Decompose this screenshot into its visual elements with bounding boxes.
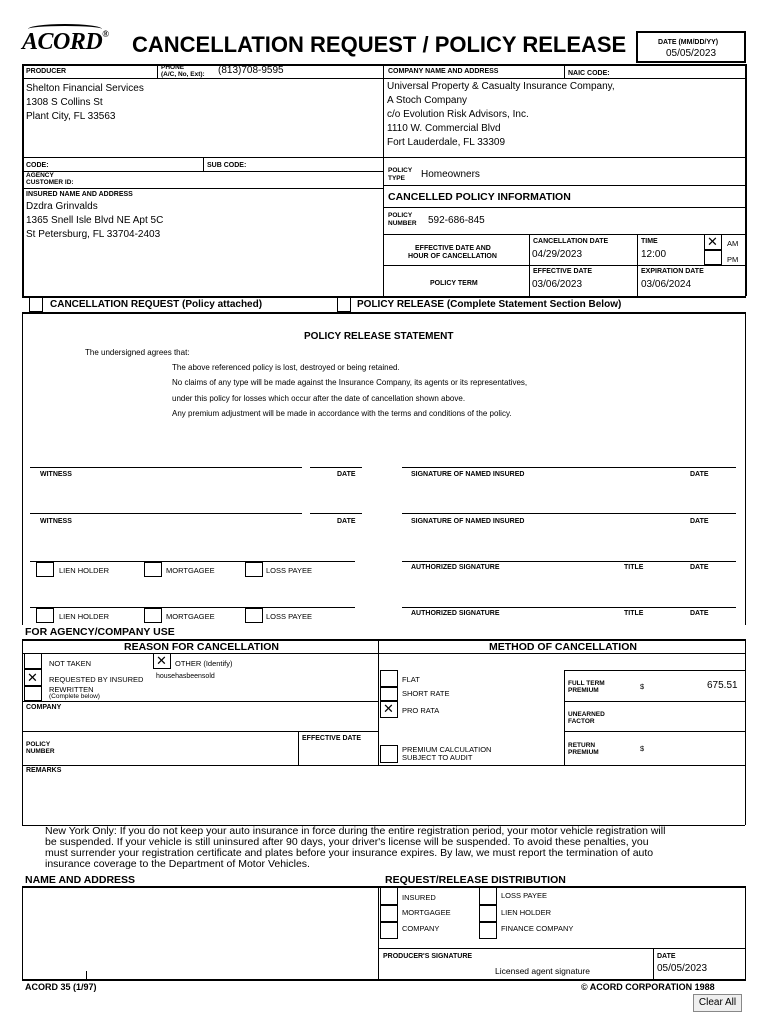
ny-notice-line-4: insurance coverage to the Department of Motor Vehicles. — [45, 858, 310, 870]
statement-right-border — [745, 312, 746, 625]
ny-notice-line-2: be suspended. If your vehicle is still uninsured after 90 days, your driver's license will be suspended. To avoid these penalties, you — [45, 836, 649, 848]
policy-term-label: POLICY TERM — [430, 280, 478, 287]
policy-number-label-1: POLICY — [388, 212, 413, 219]
full-term-label-2: PREMIUM — [568, 687, 599, 694]
flat-label: FLAT — [402, 675, 420, 684]
right-border-top — [745, 64, 747, 296]
agency-label-2: CUSTOMER ID: — [26, 179, 74, 186]
lien-2-line — [30, 607, 355, 608]
acord-logo-swoosh — [28, 24, 102, 34]
clear-all-button[interactable]: Clear All — [693, 994, 742, 1012]
witness-1-label: WITNESS — [40, 471, 72, 478]
not-taken-checkbox[interactable] — [24, 653, 42, 669]
dist-company-label: COMPANY — [402, 924, 440, 933]
producer-line-1[interactable]: Shelton Financial Services — [26, 83, 144, 94]
company-line-1[interactable]: Universal Property & Casualty Insurance Company, — [387, 81, 615, 92]
registered-mark: ® — [102, 29, 109, 39]
policy-number-bottom-line — [383, 234, 745, 235]
dist-finance-checkbox[interactable] — [479, 922, 497, 939]
producer-line-2[interactable]: 1308 S Collins St — [26, 97, 103, 108]
sig-2-label: SIGNATURE OF NAMED INSURED — [411, 518, 525, 525]
am-check-mark: ✕ — [707, 234, 718, 249]
statement-line-1: The above referenced policy is lost, destroyed or being retained. — [172, 363, 400, 372]
dist-company-checkbox[interactable] — [380, 922, 398, 939]
sub-code-divider — [203, 157, 204, 171]
short-rate-label: SHORT RATE — [402, 689, 450, 698]
short-rate-checkbox[interactable] — [380, 687, 398, 701]
auth-2-title-label: TITLE — [624, 610, 644, 617]
return-premium-label-1: RETURN — [568, 742, 596, 749]
cancelled-policy-header: CANCELLED POLICY INFORMATION — [388, 191, 571, 203]
policy-number-label-2: NUMBER — [388, 220, 417, 227]
agency-label-1: AGENCY — [26, 172, 54, 179]
full-term-label-1: FULL TERM — [568, 680, 605, 687]
name-address-field[interactable] — [23, 888, 377, 978]
mortgagee-2-checkbox[interactable] — [144, 608, 162, 623]
center-divider-top — [383, 64, 384, 296]
code-label: CODE: — [26, 162, 49, 169]
effective-date-value[interactable]: 03/06/2023 — [532, 279, 583, 290]
rewritten-checkbox[interactable] — [24, 686, 42, 701]
time-value[interactable]: 12:00 — [641, 249, 667, 260]
method-header: METHOD OF CANCELLATION — [489, 641, 637, 653]
agency-company-label: COMPANY — [26, 704, 62, 711]
term-line — [383, 265, 745, 266]
producer-phone[interactable]: (813)708-9595 — [218, 65, 284, 76]
dist-date-value[interactable]: 05/05/2023 — [657, 963, 708, 974]
producer-sig-date-divider — [653, 948, 654, 980]
naic-divider — [564, 64, 565, 78]
header-date-label: DATE (MM/DD/YY) — [658, 39, 719, 46]
policy-type-label-2: TYPE — [388, 175, 405, 182]
auth-2-label: AUTHORIZED SIGNATURE — [411, 610, 500, 617]
phone-divider — [157, 64, 158, 78]
policy-type-value[interactable]: Homeowners — [421, 169, 480, 180]
producer-label-line — [22, 78, 383, 79]
cancel-date-value[interactable]: 04/29/2023 — [532, 249, 583, 260]
form-title: CANCELLATION REQUEST / POLICY RELEASE — [132, 32, 627, 57]
premium-grid-left — [564, 670, 565, 765]
other-text[interactable]: househasbeensold — [156, 673, 215, 680]
producer-sig-value[interactable]: Licensed agent signature — [495, 966, 590, 976]
witness-1-date-line — [310, 467, 362, 468]
name-address-header: NAME AND ADDRESS — [25, 874, 136, 886]
policy-row-line — [22, 731, 378, 732]
unearned-label-1: UNEARNED — [568, 711, 605, 718]
statement-title: POLICY RELEASE STATEMENT — [304, 331, 454, 342]
full-term-bottom — [564, 701, 745, 702]
statement-intro: The undersigned agrees that: — [85, 348, 190, 357]
sig-2-line — [402, 513, 736, 514]
acord-logo-text: ACORD — [22, 29, 103, 55]
top-border — [22, 64, 746, 66]
sig-1-date-label: DATE — [690, 471, 709, 478]
auth-1-date-label: DATE — [690, 564, 709, 571]
policy-number-value[interactable]: 592-686-845 — [428, 215, 485, 226]
sig-1-label: SIGNATURE OF NAMED INSURED — [411, 471, 525, 478]
agency-line — [22, 171, 383, 172]
dist-loss-payee-checkbox[interactable] — [479, 887, 497, 905]
ny-notice-line-3: must surrender your registration certificate and plates before your insurance expires. By law, we must report the termination of auto — [45, 847, 654, 859]
auth-1-title-label: TITLE — [624, 564, 644, 571]
return-premium-dollar: $ — [640, 744, 645, 753]
agency-center-divider — [378, 639, 379, 765]
auth-2-line — [402, 607, 736, 608]
copyright: © ACORD CORPORATION 1988 — [581, 982, 715, 992]
agency-effective-date-label: EFFECTIVE DATE — [302, 735, 361, 742]
footer-tick — [86, 971, 87, 979]
requested-check-mark: ✕ — [27, 670, 38, 685]
policy-type-label-1: POLICY — [388, 167, 413, 174]
premium-grid-top — [564, 670, 745, 671]
witness-2-label: WITNESS — [40, 518, 72, 525]
lien-holder-2-checkbox[interactable] — [36, 608, 54, 623]
statement-line-4: Any premium adjustment will be made in accordance with the terms and conditions of the policy. — [172, 409, 512, 418]
reason-header-line — [22, 653, 745, 654]
time-label: TIME — [641, 238, 658, 245]
insured-label: INSURED NAME AND ADDRESS — [26, 191, 133, 198]
other-label: OTHER (Identify) — [175, 659, 233, 668]
dist-finance-label: FINANCE COMPANY — [501, 924, 574, 933]
loss-payee-2-label: LOSS PAYEE — [266, 612, 312, 621]
mortgagee-1-label: MORTGAGEE — [166, 566, 215, 575]
agency-bottom-line — [22, 188, 383, 189]
company-label: COMPANY NAME AND ADDRESS — [388, 68, 499, 75]
producer-line-3[interactable]: Plant City, FL 33563 — [26, 111, 116, 122]
unearned-label-2: FACTOR — [568, 718, 595, 725]
auth-1-line — [402, 561, 736, 562]
pro-rata-check-mark: ✕ — [383, 701, 394, 716]
option-row-top — [22, 296, 746, 298]
code-line — [22, 157, 745, 158]
header-date-value[interactable]: 05/05/2023 — [666, 48, 717, 59]
sig-1-line — [402, 467, 736, 468]
insured-line-2[interactable]: 1365 Snell Isle Blvd NE Apt 5C — [26, 215, 164, 226]
unearned-bottom — [564, 731, 745, 732]
dist-insured-label: INSURED — [402, 893, 436, 902]
full-term-dollar: $ — [640, 682, 645, 691]
left-border-top — [22, 64, 24, 296]
dist-date-label: DATE — [657, 953, 676, 960]
lien-holder-2-label: LIEN HOLDER — [59, 612, 110, 621]
statement-line-2: No claims of any type will be made against the Insurance Company, its agents or its representatives, — [172, 378, 528, 387]
agency-policy-number-label-1: POLICY — [26, 741, 51, 748]
lien-1-line — [30, 561, 355, 562]
premium-calc-label-1: PREMIUM CALCULATION — [402, 745, 492, 754]
company-label-line — [383, 78, 745, 79]
company-line-3[interactable]: c/o Evolution Risk Advisors, Inc. — [387, 109, 529, 120]
option-row-bottom — [22, 312, 746, 314]
requested-label: REQUESTED BY INSURED — [49, 675, 144, 684]
phone-label-2: (A/C, No, Ext): — [161, 71, 205, 78]
dist-loss-payee-label: LOSS PAYEE — [501, 891, 547, 900]
witness-2-date-label: DATE — [337, 518, 356, 525]
not-taken-label: NOT TAKEN — [49, 659, 92, 668]
remarks-label: REMARKS — [26, 767, 62, 774]
statement-left-border — [22, 312, 23, 625]
eff-hour-label-1: EFFECTIVE DATE AND — [415, 245, 491, 252]
full-term-value[interactable]: 675.51 — [707, 680, 738, 691]
agency-right-border — [745, 639, 746, 825]
policy-type-bottom-line — [383, 185, 745, 186]
producer-sig-top-line — [378, 948, 745, 949]
remarks-top-line — [22, 765, 745, 766]
expiration-date-label: EXPIRATION DATE — [641, 268, 704, 275]
effective-date-label: EFFECTIVE DATE — [533, 268, 592, 275]
loss-payee-1-label: LOSS PAYEE — [266, 566, 312, 575]
lien-holder-1-checkbox[interactable] — [36, 562, 54, 577]
pm-checkbox[interactable] — [704, 250, 722, 265]
insured-line-3[interactable]: St Petersburg, FL 33704-2403 — [26, 229, 161, 240]
premium-calc-checkbox[interactable] — [380, 745, 398, 763]
cancellation-request-label: CANCELLATION REQUEST (Policy attached) — [50, 299, 263, 310]
company-row-line — [22, 701, 378, 702]
dist-lien-holder-checkbox[interactable] — [479, 905, 497, 922]
rewritten-note: (Complete below) — [49, 693, 100, 700]
naic-label: NAIC CODE: — [568, 70, 610, 77]
distribution-right-border — [745, 886, 746, 980]
dist-mortgagee-checkbox[interactable] — [380, 905, 398, 922]
dist-lien-holder-label: LIEN HOLDER — [501, 908, 552, 917]
pm-label: PM — [727, 255, 739, 264]
cancelled-header-line — [383, 207, 745, 208]
mortgagee-2-label: MORTGAGEE — [166, 612, 215, 621]
pro-rata-label: PRO RATA — [402, 706, 440, 715]
rewritten-label: REWRITTEN — [49, 685, 94, 694]
effective-date-divider — [298, 731, 299, 765]
form-id: ACORD 35 (1/97) — [25, 982, 97, 992]
phone-label-1: PHONE — [161, 64, 185, 71]
premium-calc-label-2: SUBJECT TO AUDIT — [402, 753, 473, 762]
ny-notice-line-1: New York Only: If you do not keep your auto insurance in force during the entire registration period, your motor vehicle registration will — [45, 825, 666, 837]
statement-line-3: under this policy for losses which occur after the date of cancellation shown above. — [172, 394, 466, 403]
witness-1-date-label: DATE — [337, 471, 356, 478]
expiration-date-value[interactable]: 03/06/2024 — [641, 279, 692, 290]
witness-2-line — [30, 513, 302, 514]
other-check-mark: ✕ — [156, 653, 167, 668]
agency-policy-number-label-2: NUMBER — [26, 748, 55, 755]
policy-release-label: POLICY RELEASE (Complete Statement Section Below) — [357, 299, 622, 310]
producer-sig-label: PRODUCER'S SIGNATURE — [383, 953, 473, 960]
eff-hour-label-2: HOUR OF CANCELLATION — [408, 253, 497, 260]
policy-release-checkbox[interactable] — [337, 297, 351, 312]
return-premium-label-2: PREMIUM — [568, 749, 599, 756]
sig-2-date-label: DATE — [690, 518, 709, 525]
witness-1-line — [30, 467, 302, 468]
mortgagee-1-checkbox[interactable] — [144, 562, 162, 577]
auth-2-date-label: DATE — [690, 610, 709, 617]
cancel-date-label: CANCELLATION DATE — [533, 238, 609, 245]
dist-insured-checkbox[interactable] — [380, 887, 398, 905]
distribution-bottom-border — [22, 979, 746, 981]
company-line-4[interactable]: 1110 W. Commercial Blvd — [387, 123, 501, 134]
company-line-2[interactable]: A Stoch Company — [387, 95, 468, 106]
auth-1-label: AUTHORIZED SIGNATURE — [411, 564, 500, 571]
loss-payee-1-checkbox[interactable] — [245, 562, 263, 577]
flat-checkbox[interactable] — [380, 670, 398, 687]
distribution-center-divider — [378, 886, 379, 980]
dist-mortgagee-label: MORTGAGEE — [402, 908, 451, 917]
sub-code-label: SUB CODE: — [207, 162, 247, 169]
agency-use-header: FOR AGENCY/COMPANY USE — [25, 626, 175, 638]
loss-payee-2-checkbox[interactable] — [245, 608, 263, 623]
lien-holder-1-label: LIEN HOLDER — [59, 566, 110, 575]
cancellation-request-checkbox[interactable] — [29, 297, 43, 312]
remarks-field[interactable] — [23, 776, 744, 824]
reason-header: REASON FOR CANCELLATION — [124, 641, 279, 653]
am-label: AM — [727, 239, 739, 248]
producer-label: PRODUCER — [26, 68, 67, 75]
witness-2-date-line — [310, 513, 362, 514]
company-line-5[interactable]: Fort Lauderdale, FL 33309 — [387, 137, 506, 148]
insured-line-1[interactable]: Dzdra Grinvalds — [26, 201, 98, 212]
distribution-header: REQUEST/RELEASE DISTRIBUTION — [385, 874, 566, 886]
